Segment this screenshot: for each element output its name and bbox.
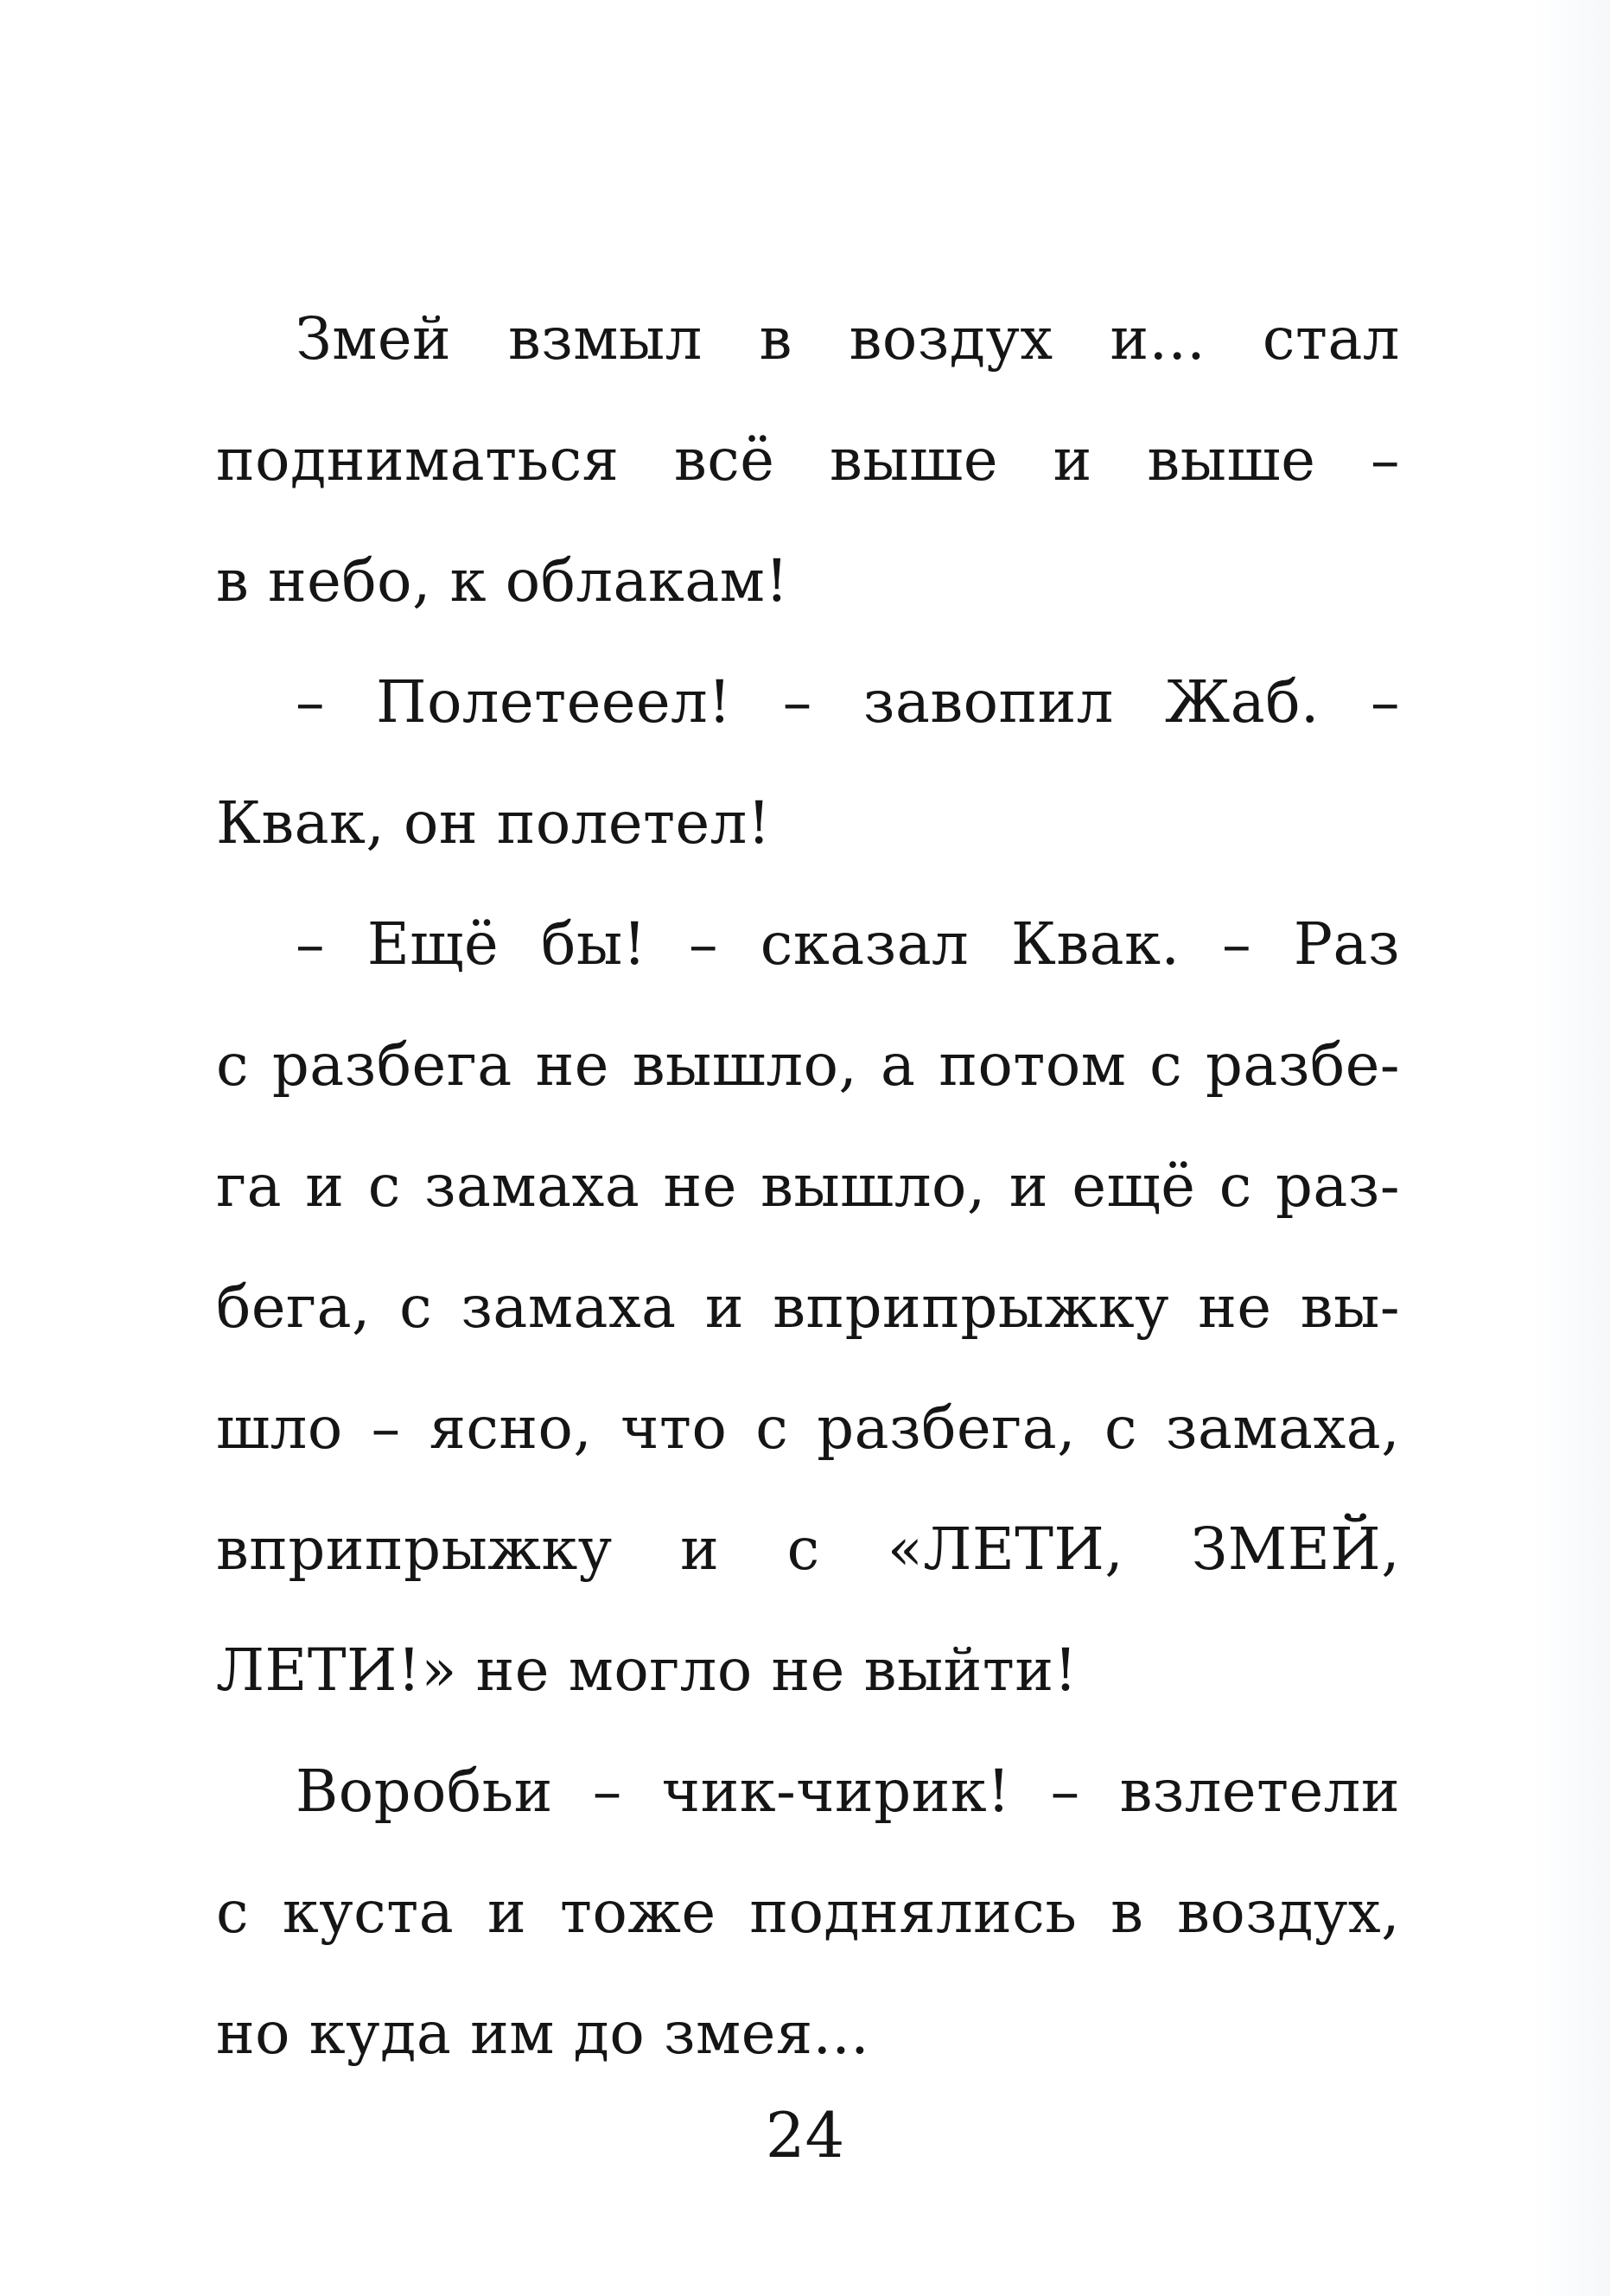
text-line: Воробьи – чик-чирик! – взлетели	[296, 1757, 1400, 1825]
text-line: бега, с замаха и вприпрыжку не вы-	[216, 1273, 1400, 1341]
page-number: 24	[765, 2099, 845, 2172]
text-line: вприпрыжку и с «ЛЕТИ, ЗМЕЙ,	[216, 1515, 1400, 1583]
body-text	[216, 278, 1400, 2094]
text-line: с разбега не вышло, а потом с разбе-	[216, 1031, 1400, 1099]
text-line: шло – ясно, что с разбега, с замаха,	[216, 1394, 1400, 1462]
text-line: Змей взмыл в воздух и... стал	[296, 305, 1400, 373]
text-line: с куста и тоже поднялись в воздух,	[216, 1878, 1400, 1946]
text-line: подниматься всё выше и выше –	[216, 426, 1400, 494]
text-line: ЛЕТИ!» не могло не выйти!	[216, 1636, 1078, 1704]
text-line: Квак, он полетел!	[216, 789, 772, 857]
text-line: в небо, к облакам!	[216, 547, 789, 615]
page-edge-shadow	[1532, 0, 1610, 2296]
text-line: но куда им до змея...	[216, 1999, 870, 2067]
text-line: га и с замаха не вышло, и ещё с раз-	[216, 1152, 1400, 1220]
text-line: – Ещё бы! – сказал Квак. – Раз	[296, 910, 1400, 978]
text-line: – Полетееел! – завопил Жаб. –	[296, 668, 1400, 736]
